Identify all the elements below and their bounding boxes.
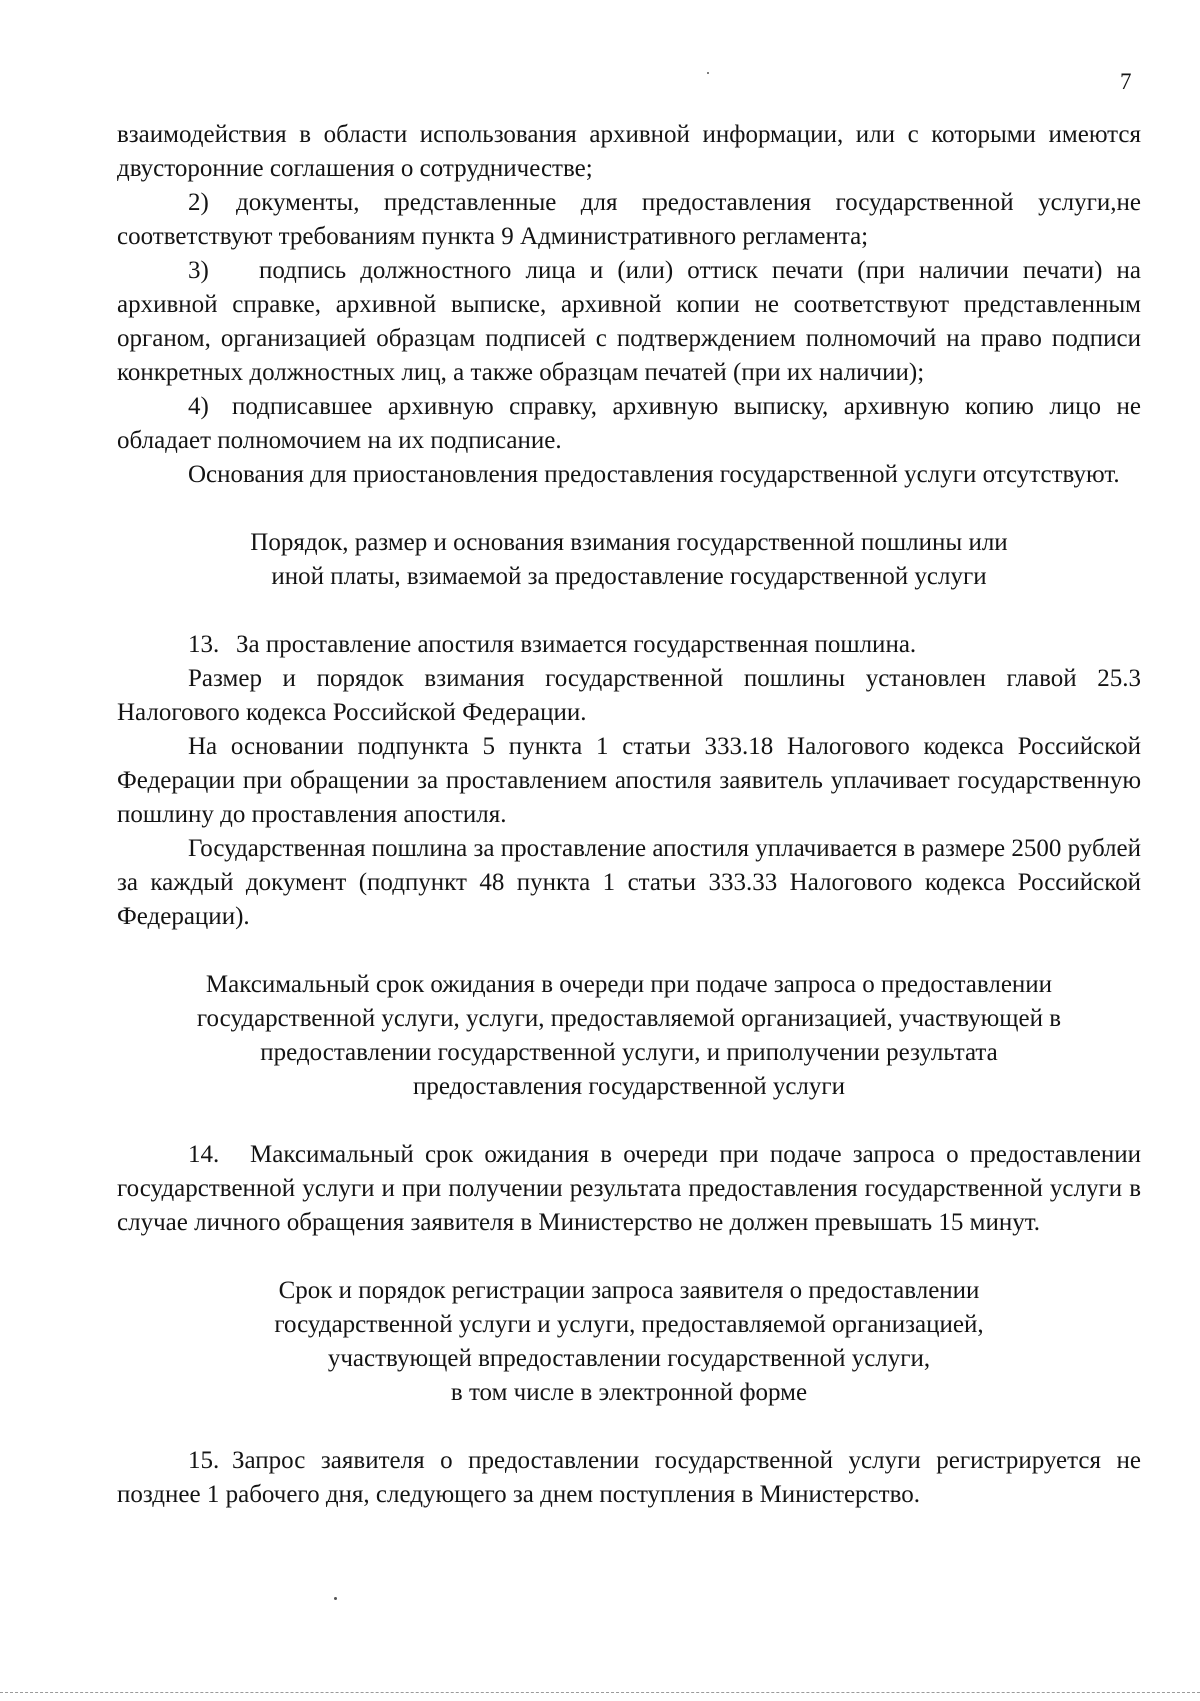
list-item-text: документы, представленные для предоставления государственной услуги,не соответствуют требованиям пункта 9 Административного регламента; [117,189,1141,250]
heading-line: иной платы, взимаемой за предоставление государственной услуги [271,563,987,590]
scan-speck [334,1597,337,1600]
scan-edge-line [0,1692,1200,1693]
scan-speck [707,72,709,74]
paragraph-text: Запрос заявителя о предоставлении государственной услуги регистрируется не позднее 1 рабочего дня, следующего за днем поступления в Министерство. [117,1447,1141,1508]
list-number: 2) [188,189,209,216]
list-number: 4) [188,393,209,420]
heading-line: государственной услуги, услуги, предоставляемой организацией, участвующей в [196,1005,1062,1032]
paragraph-number: 13. [188,631,220,658]
list-item-text: подпись должностного лица и (или) оттиск печати (при наличии печати) на архивной справке, архивной выписке, архивной копии не соответствуют представленным органом, организацией образцам подписей с подтверждением полномочий на право подписи конкретных должностных лиц, а также образцам печатей (при их наличии); [117,257,1141,386]
heading-line: Порядок, размер и основания взимания государственной пошлины или [250,529,1008,556]
paragraph-15 [117,1444,1141,1512]
list-item-4 [117,390,1141,458]
list-item-2 [117,186,1141,254]
list-item-3 [117,254,1141,390]
heading-line: в том числе в электронной форме [450,1379,808,1406]
paragraph-text: За проставление апостиля взимается государственная пошлина. [236,631,917,658]
heading-line: Максимальный срок ожидания в очереди при подаче запроса о предоставлении [205,971,1053,998]
paragraph-13-size: Размер и порядок взимания государственной пошлины установлен главой 25.3 Налогового кодекса Российской Федерации. [117,665,1141,726]
list-number: 3) [188,257,209,284]
paragraph-number: 15. [188,1447,220,1474]
paragraph-13 [117,628,1141,662]
section-heading-fee [117,526,1141,594]
heading-line: государственной услуги и услуги, предоставляемой организацией, [274,1311,984,1338]
paragraph-continuation: взаимодействия в области использования архивной информации, или с которыми имеются двусторонние соглашения о сотрудничестве; [117,121,1141,182]
paragraph-13-amount: Государственная пошлина за проставление апостиля уплачивается в размере 2500 рублей за каждый документ (подпункт 48 пункта 1 статьи 333.33 Налогового кодекса Российской Федерации). [117,835,1141,930]
section-heading-queue [117,968,1141,1104]
list-item-text: подписавшее архивную справку, архивную выписку, архивную копию лицо не обладает полномочием на их подписание. [117,393,1141,454]
heading-line: предоставления государственной услуги [412,1073,846,1100]
heading-line: участвующей впредоставлении государственной услуги, [327,1345,931,1372]
paragraph-14 [117,1138,1141,1240]
paragraph-13-basis: На основании подпункта 5 пункта 1 статьи 333.18 Налогового кодекса Российской Федерации при обращении за проставлением апостиля заявитель уплачивает государственную пошлину до проставления апостиля. [117,733,1141,828]
section-heading-registration [117,1274,1141,1410]
document-body [117,118,1141,1512]
paragraph-text: Максимальный срок ожидания в очереди при подаче запроса о предоставлении государственной услуги и при получении результата предоставления государственной услуги в случае личного обращения заявителя в Министерство не должен превышать 15 минут. [117,1141,1141,1236]
heading-line: Срок и порядок регистрации запроса заявителя о предоставлении [278,1277,980,1304]
page-number: 7 [1120,69,1132,94]
paragraph-no-suspension-grounds: Основания для приостановления предоставления государственной услуги отсутствуют. [188,461,1120,488]
paragraph-number: 14. [188,1141,220,1168]
heading-line: предоставлении государственной услуги, и приполучении результата [260,1039,998,1066]
